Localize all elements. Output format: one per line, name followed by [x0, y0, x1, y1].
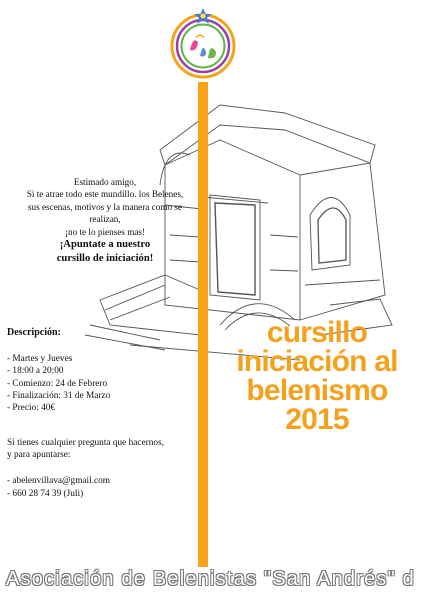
- orange-divider-bar: [198, 82, 208, 567]
- poster-title: [212, 318, 422, 434]
- greeting: Estimado amigo,: [73, 177, 137, 187]
- title-line: cursillo: [266, 316, 368, 349]
- description-list: [7, 353, 110, 414]
- intro-message: [0, 176, 210, 265]
- cta-line: ¡Apuntate a nuestro: [59, 239, 151, 251]
- nativity-logo-icon: [166, 6, 240, 80]
- footer-association: Asociación de Belenistas "San Andrés" d: [6, 568, 415, 590]
- cta-line: cursillo de iniciación!: [56, 252, 154, 264]
- description-item: - 18:00 a 20:00: [7, 366, 64, 377]
- question-line: y para apuntarse:: [7, 450, 71, 461]
- description-item: - Precio: 40€: [7, 403, 56, 414]
- contact-phone[interactable]: - 660 28 74 39 (Juli): [7, 489, 84, 500]
- question-line: Si tienes cualquier pregunta que hacernos,: [7, 438, 164, 448]
- description-item: - Comienzo: 24 de Febrero: [7, 378, 108, 389]
- title-line: iniciación al: [236, 345, 398, 378]
- title-line: 2015: [285, 403, 349, 436]
- contact-list: [7, 475, 110, 502]
- description-item: - Martes y Jueves: [7, 354, 73, 364]
- intro-line: ¡no te lo pienses mas!: [64, 226, 146, 237]
- description-item: - Finalización: 31 de Marzo: [7, 390, 111, 401]
- title-line: belenismo: [246, 374, 388, 407]
- question-text: [7, 437, 197, 462]
- contact-email[interactable]: - abelenvillava@gmail.com: [7, 476, 111, 486]
- description-heading: Descripción:: [7, 327, 61, 338]
- intro-line: realizan,: [89, 214, 121, 225]
- intro-line: sus escenas, motivos y la manera como se: [27, 201, 183, 212]
- intro-line: Si te atrae todo este mundillo. los Belenes,: [26, 189, 184, 200]
